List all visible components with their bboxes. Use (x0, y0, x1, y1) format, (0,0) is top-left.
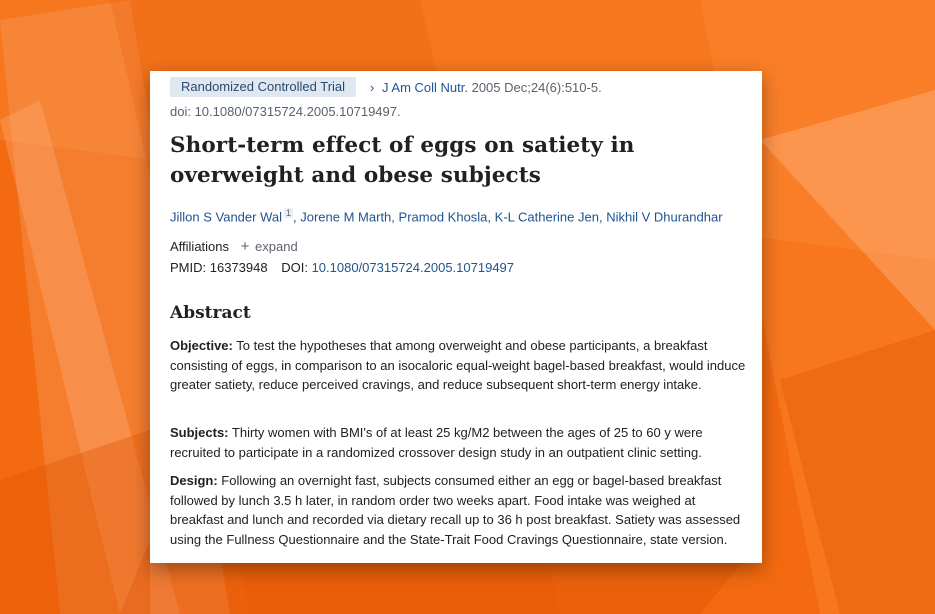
pmid-label: PMID: (170, 260, 207, 275)
pmid-value: 16373948 (209, 260, 268, 275)
section-label: Design: (170, 473, 218, 488)
doi-link[interactable]: 10.1080/07315724.2005.10719497 (311, 260, 515, 275)
publication-type-badge[interactable]: Randomized Controlled Trial (170, 77, 356, 97)
citation (370, 80, 602, 95)
doi-label: DOI: (281, 260, 308, 275)
abstract-subjects (170, 423, 750, 462)
citation-row (170, 77, 602, 97)
section-text: Following an overnight fast, subjects consumed either an egg or bagel-based breakfast followed by lunch 3.5 h later, in random order two weeks apart. Food intake was weighed at breakfast and lunch and recorded via dietary recall up to 36 h post breakfast. Satiety was assessed using the Fullness Questionnaire and the State-Trait Food Cravings Questionnaire, state version. (170, 473, 741, 547)
chevron-right-icon: › (370, 79, 375, 95)
author-link[interactable]: Nikhil V Dhurandhar (606, 209, 723, 225)
affiliations-label: Affiliations (170, 239, 230, 254)
section-label: Subjects: (170, 425, 229, 440)
journal-link[interactable]: J Am Coll Nutr. (382, 79, 468, 95)
author-link[interactable]: Pramod Khosla (398, 209, 488, 225)
affiliations-row (170, 238, 298, 255)
abstract-design (170, 471, 750, 549)
identifiers-row (170, 260, 514, 275)
article-title: Short-term effect of eggs on satiety in overweight and obese subjects (170, 133, 635, 188)
doi-line: doi: 10.1080/07315724.2005.10719497. (170, 104, 401, 119)
abstract-objective (170, 336, 750, 395)
author-link[interactable]: Jorene M Marth (300, 209, 392, 225)
section-text: To test the hypotheses that among overweight and obese participants, a breakfast consisting of eggs, in comparison to an isocaloric equal-weight bagel-based breakfast, would induce greater satiety, reduce perceived cravings, and reduce subsequent short-term energy intake. (170, 338, 746, 392)
author-list: Jillon S Vander Wal $^1$ , Jorene M Marth, Pramod Khosla, K-L Catherine Jen, Nikhil V Dhurandhar (170, 208, 723, 225)
plus-icon[interactable]: + (240, 238, 250, 255)
expand-button[interactable]: expand (255, 239, 298, 254)
abstract-heading: Abstract (170, 303, 251, 323)
author-link[interactable]: K-L Catherine Jen (494, 209, 599, 225)
citation-details: 2005 Dec;24(6):510-5. (471, 79, 602, 95)
author-link[interactable]: Jillon S Vander Wal (170, 209, 282, 225)
article-card (150, 71, 762, 563)
section-text: Thirty women with BMI's of at least 25 kg/M2 between the ages of 25 to 60 y were recruited to participate in a randomized crossover design study in an outpatient clinic setting. (170, 425, 703, 460)
affiliation-marker[interactable]: 1 (286, 208, 292, 218)
section-label: Objective: (170, 338, 233, 353)
